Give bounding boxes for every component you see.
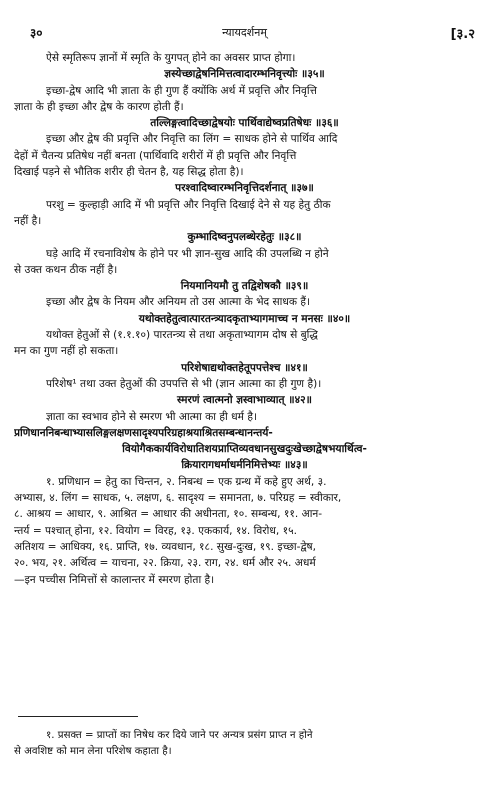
text-line: न्तर्य = पश्चात् होना, १२. वियोग = विरह, १३. एककार्य, १४. विरोध, १५. (14, 524, 297, 537)
footnote-divider (18, 716, 138, 717)
text-line: परिशेष¹ तथा उक्त हेतुओं की उपपत्ति से भी (ज्ञान आत्मा का ही गुण है)। (46, 377, 322, 390)
text-line: परशु = कुल्हाड़ी आदि में भी प्रवृत्ति और निवृत्ति दिखाई देने से यह हेतु ठीक (46, 198, 331, 211)
sutra-43-part-1: प्रणिधाननिबन्धाभ्यासलिङ्गलक्षणसादृश्यपरिग्रहाश्रयाश्रितसम्बन्धानन्तर्य- (14, 426, 273, 439)
footnote (14, 728, 475, 759)
sutra-39: नियमानियमौ तु तद्विशेषकौ ॥३९॥ (180, 280, 309, 293)
sutra-38: कुम्भादिष्वनुपलब्धेरहेतुः ॥३८॥ (187, 231, 302, 244)
text-line: —इन पच्चीस निमित्तों से कालान्तर में स्मरण होता है। (14, 573, 215, 586)
text-line: इच्छा और द्वेष की प्रवृत्ति और निवृत्ति का लिंग = साधक होने से पार्थिव आदि (46, 133, 338, 146)
running-header (14, 24, 475, 40)
footnote-line: १. प्रसक्त = प्राप्तों का निषेध कर दिये जाने पर अन्यत्र प्रसंग प्राप्त न होने (46, 730, 313, 741)
sutra-41: परिशेषाद्यथोक्तहेतूपपत्तेश्च ॥४१॥ (181, 361, 308, 374)
text-line: ऐसे स्मृतिरूप ज्ञानों में स्मृति के युगपत् होने का अवसर प्राप्त होगा। (46, 52, 296, 64)
text-line: नहीं है। (14, 214, 42, 227)
text-line: ज्ञाता का स्वभाव होने से स्मरण भी आत्मा का ही धर्म है। (46, 410, 257, 423)
text-line: ८. आश्रय = आधार, ९. आश्रित = आधार की अधीनता, १०. सम्बन्ध, ११. आन- (14, 508, 323, 521)
text-line: ज्ञाता के ही इच्छा और द्वेष के कारण होती हैं। (14, 100, 184, 113)
footnote-line: से अवशिष्ट को मान लेना परिशेष कहाता है। (14, 745, 172, 757)
text-line: १. प्रणिधान = हेतु का चिन्तन, २. निबन्ध = एक ग्रन्थ में कहे हुए अर्थ, ३. (46, 475, 327, 488)
sutra-40: यथोक्तहेतुत्वात्पारतन्त्र्यादकृताभ्यागमाच्च न मनसः ॥४०॥ (138, 312, 351, 325)
text-line: दिखाई पड़ने से भौतिक शरीर ही चेतन है, यह सिद्ध होता है)। (14, 166, 244, 179)
sutra-43-part-3: क्रियारागधर्माधर्मनिमित्तेभ्यः ॥४३॥ (181, 459, 308, 472)
text-line: इच्छा-द्वेष आदि भी ज्ञाता के ही गुण हैं क्योंकि अर्थ में प्रवृत्ति और निवृत्ति (46, 84, 317, 97)
sutra-37: परश्वादिष्वारम्भनिवृत्तिदर्शनात् ॥३७॥ (175, 182, 314, 195)
page-number: ३० (30, 26, 43, 40)
sutra-35: ज्ञस्येच्छाद्वेषनिमित्तत्वादारम्भनिवृत्त्योः ॥३५॥ (164, 68, 325, 81)
running-title: न्यायदर्शनम् (222, 26, 267, 39)
text-line: मन का गुण नहीं हो सकता। (14, 345, 119, 358)
section-number: [३.२ (450, 27, 475, 42)
text-line: घड़े आदि में रचनाविशेष के होने पर भी ज्ञान-सुख आदि की उपलब्धि न होने (46, 247, 329, 260)
sutra-36: तल्लिङ्गत्वादिच्छाद्वेषयोः पार्थिवाद्येष्वप्रतिषेधः ॥३६॥ (150, 117, 339, 130)
text-line: अतिशय = आधिक्य, १६. प्राप्ति, १७. व्यवधान, १८. सुख-दुःख, १९. इच्छा-द्वेष, (14, 540, 317, 553)
text-line: इच्छा और द्वेष के नियम और अनियम तो उस आत्मा के भेद साधक हैं। (46, 296, 311, 309)
page-body (14, 50, 475, 588)
text-line: देहों में चैतन्य प्रतिषेध नहीं बनता (पार्थिवादि शरीरों में ही प्रवृत्ति और निवृत्ति (14, 149, 297, 162)
text-line: अभ्यास, ४. लिंग = साधक, ५. लक्षण, ६. सादृश्य = समानता, ७. परिग्रह = स्वीकार, (14, 492, 342, 505)
sutra-42: स्मरणं त्वात्मनो ज्ञस्वाभाव्यात् ॥४२॥ (177, 394, 312, 407)
text-line: यथोक्त हेतुओं से (१.१.१०) पारतन्त्र्य से तथा अकृताभ्यागम दोष से बुद्धि (46, 329, 318, 342)
text-line: से उक्त कथन ठीक नहीं है। (14, 263, 118, 276)
text-line: २०. भय, २१. अर्थित्व = याचना, २२. क्रिया, २३. राग, २४. धर्म और २५. अधर्म (14, 557, 316, 570)
sutra-43-part-2: वियोगैककार्यविरोधातिशयप्राप्तिव्यवधानसुखदुःखेच्छाद्वेषभयार्थित्व- (122, 443, 367, 456)
